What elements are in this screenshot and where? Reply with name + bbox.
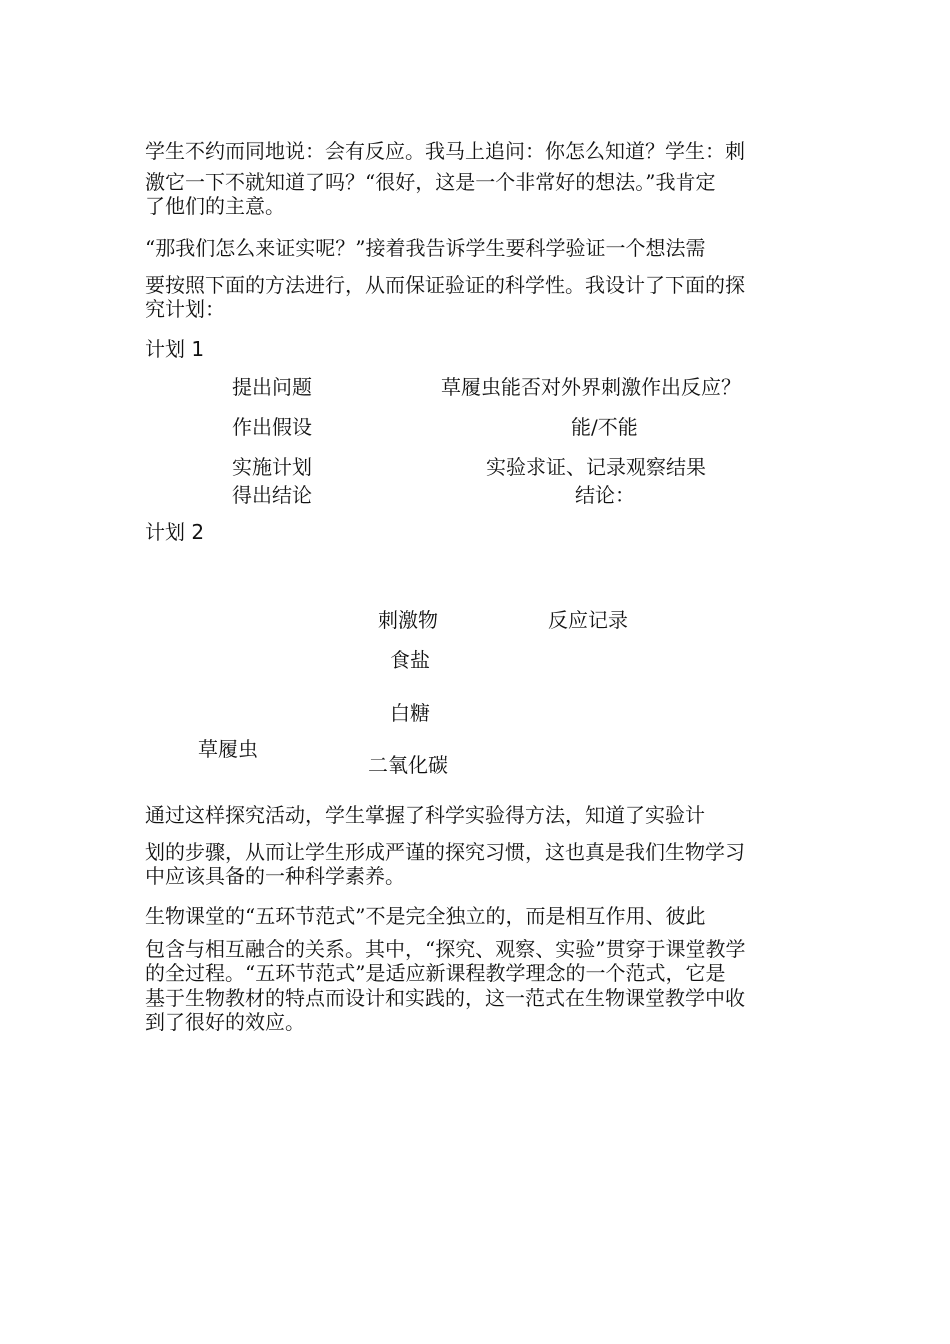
plan1-step: 作出假设 <box>232 415 312 439</box>
paragraph-verification <box>145 234 810 323</box>
plan1-content: 草履虫能否对外界刺激作出反应？ <box>441 375 741 399</box>
plan2-stimulus: 食盐 <box>390 648 430 672</box>
text-line: 要按照下面的方法进行，从而保证验证的科学性。我设计了下面的探 <box>145 273 745 297</box>
plan2-stimulus: 白糖 <box>390 701 430 725</box>
text-line: 基于生物教材的特点而设计和实践的，这一范式在生物课堂教学中收 <box>145 986 745 1010</box>
plan2-subject: 草履虫 <box>198 737 258 761</box>
text-line: 的全过程。“五环节范式”是适应新课程教学理念的一个范式，它是 <box>145 961 726 985</box>
plan2-reaction-header: 反应记录 <box>548 608 628 632</box>
plan1-title: 计划 1 <box>145 337 205 361</box>
plan2-stimulus: 二氧化碳 <box>368 753 448 777</box>
text-line: 激它一下不就知道了吗？“很好，这是一个非常好的想法。”我肯定 <box>145 170 716 194</box>
paragraph-student-response <box>145 137 810 220</box>
text-line: 究计划： <box>145 297 225 321</box>
plan1-step: 提出问题 <box>232 375 312 399</box>
plan1-content: 结论： <box>575 483 635 507</box>
paragraph-summary <box>145 801 810 890</box>
paragraph-conclusion <box>145 902 810 1036</box>
plan1-content: 能/不能 <box>571 415 638 439</box>
text-line: 生物课堂的“五环节范式”不是完全独立的，而是相互作用、彼此 <box>145 904 706 928</box>
text-line: 学生不约而同地说：会有反应。我马上追问：你怎么知道？学生：刺 <box>145 139 745 163</box>
text-line: 通过这样探究活动，学生掌握了科学实验得方法，知道了实验计 <box>145 803 705 827</box>
text-line: 到了很好的效应。 <box>145 1010 305 1034</box>
text-line: 包含与相互融合的关系。其中，“探究、观察、实验”贯穿于课堂教学 <box>145 937 746 961</box>
plan1-step: 实施计划 <box>232 455 312 479</box>
text-line: “那我们怎么来证实呢？”接着我告诉学生要科学验证一个想法需 <box>145 236 706 260</box>
text-line: 中应该具备的一种科学素养。 <box>145 864 405 888</box>
plan2-stimulus-header: 刺激物 <box>378 608 438 632</box>
plan1-content: 实验求证、记录观察结果 <box>486 455 706 479</box>
plan1-step: 得出结论 <box>232 483 312 507</box>
plan2-title: 计划 2 <box>145 520 205 544</box>
text-line: 划的步骤，从而让学生形成严谨的探究习惯，这也真是我们生物学习 <box>145 840 745 864</box>
text-line: 了他们的主意。 <box>145 194 285 218</box>
